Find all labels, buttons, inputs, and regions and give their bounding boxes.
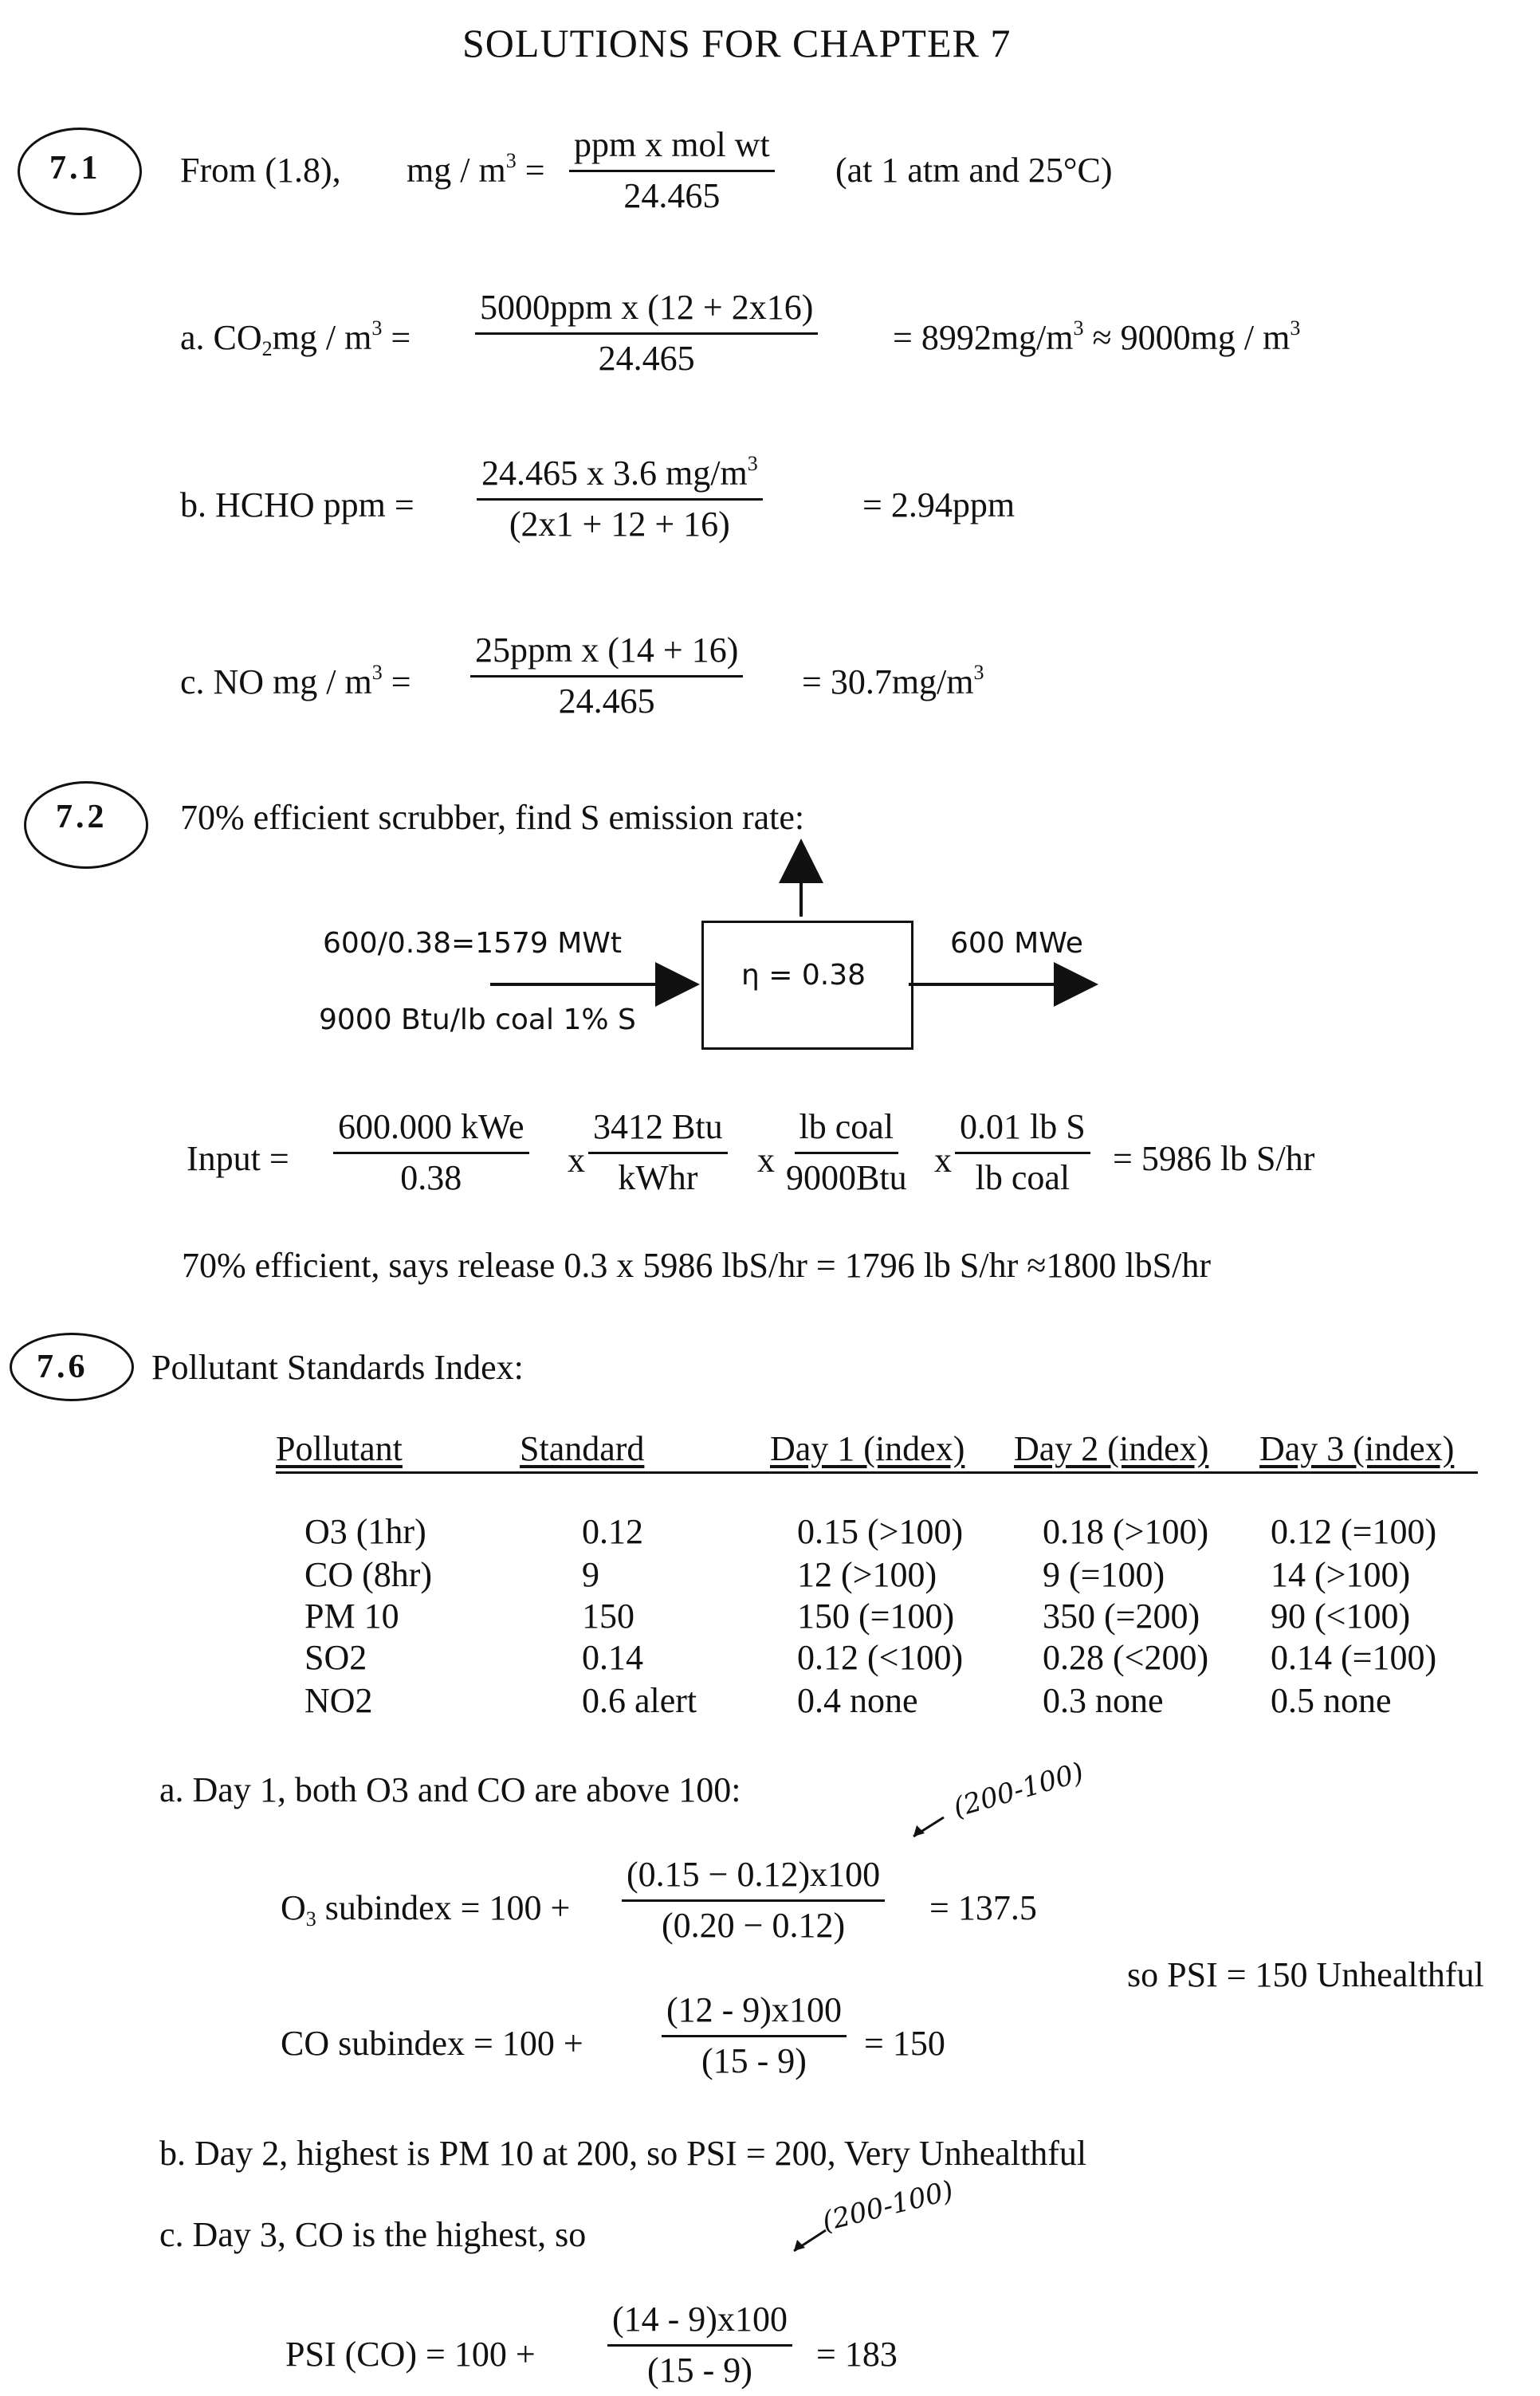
p71-c-denominator: 24.465 [558, 681, 655, 721]
cell-pollutant: CO (8hr) [304, 1555, 433, 1594]
input-factor-4 [955, 1106, 1090, 1200]
cell-day3: 90 (<100) [1271, 1597, 1411, 1636]
psi-co-result: = 183 [816, 2335, 898, 2374]
cell-standard: 150 [582, 1597, 634, 1636]
psi-co-fraction [607, 2299, 792, 2392]
psi-co-lhs: PSI (CO) = 100 + [285, 2335, 536, 2374]
problem-7-6-label: 7.6 [37, 1349, 88, 1385]
cell-day2: 0.18 (>100) [1043, 1512, 1209, 1551]
table-header-rule [276, 1471, 1478, 1474]
factor-2-denominator: kWhr [618, 1157, 698, 1197]
p72-intro: 70% efficient scrubber, find S emission rate: [180, 798, 805, 837]
p71-c-result: = $30.7mg/m^3$ [802, 661, 984, 701]
cell-day1: 0.4 none [797, 1681, 918, 1720]
factor-3-numerator: lb coal [795, 1106, 899, 1154]
cell-standard: 0.6 alert [582, 1681, 697, 1720]
release-line: 70% efficient, says release 0.3 x 5986 lbS/hr = 1796 lb S/hr ≈1800 lbS/hr [182, 1246, 1211, 1285]
o3-subindex-lhs: $O_3$ subindex = 100 + [281, 1888, 571, 1931]
input-lead: Input = [187, 1139, 289, 1178]
co-subindex-lhs: CO subindex = 100 + [281, 2024, 583, 2063]
factor-1-denominator: 0.38 [400, 1157, 462, 1197]
col-header-day3: Day 3 (index) [1259, 1429, 1455, 1468]
cell-day2: 0.3 none [1043, 1681, 1164, 1720]
col-header-day2: Day 2 (index) [1014, 1429, 1209, 1468]
cell-standard: 9 [582, 1555, 599, 1594]
cell-pollutant: PM 10 [304, 1597, 399, 1636]
o3-result: = 137.5 [929, 1888, 1037, 1927]
p71-intro: From (1.8), [180, 151, 341, 190]
times-3: x [934, 1141, 952, 1180]
cell-day1: 0.15 (>100) [797, 1512, 964, 1551]
cell-day2: 350 (=200) [1043, 1597, 1200, 1636]
co-numerator: (12 - 9)x100 [662, 1989, 847, 2037]
p71-a-numerator: 5000ppm x (12 + 2x16) [475, 287, 818, 335]
cell-standard: 0.14 [582, 1638, 643, 1677]
p71-formula-lhs: mg / $m^3$ = [407, 149, 545, 190]
input-factor-3 [781, 1106, 912, 1200]
problem-7-1-label: 7.1 [49, 150, 101, 187]
p71-b-denominator: (2x1 + 12 + 16) [509, 504, 730, 544]
col-header-day1: Day 1 (index) [770, 1429, 965, 1468]
factor-1-numerator: 600.000 kWe [333, 1106, 529, 1154]
p71-a-result: = $8992mg/m^3 \approx 9000mg / m^3$ [893, 316, 1301, 357]
col-header-standard: Standard [520, 1429, 645, 1468]
psi-co-denominator: (15 - 9) [647, 2350, 752, 2390]
p71-c-lhs: c. NO mg / $m^3$ = [180, 661, 411, 701]
p71-b-result: = 2.94ppm [862, 485, 1016, 524]
p71-a-denominator: 24.465 [598, 338, 695, 378]
output-label: 600 MWe [950, 927, 1083, 960]
input-thermal-label: 600/0.38=1579 MWt [323, 927, 622, 960]
page-title: SOLUTIONS FOR CHAPTER 7 [462, 21, 1012, 65]
factor-3-denominator: 9000Btu [786, 1157, 907, 1197]
input-factor-2 [588, 1106, 728, 1200]
p76-a-text: a. Day 1, both O3 and CO are above 100: [159, 1770, 741, 1809]
problem-7-2-label: 7.2 [56, 799, 108, 835]
p71-formula-denominator: 24.465 [623, 175, 721, 215]
p71-conditions: (at 1 atm and 25°C) [835, 151, 1113, 190]
cell-pollutant: NO2 [304, 1681, 373, 1720]
psi-conclusion: so PSI = 150 Unhealthful [1127, 1955, 1484, 1994]
handwritten-note-2: (200-100) [819, 2174, 957, 2238]
p76-c-text: c. Day 3, CO is the highest, so [159, 2215, 587, 2254]
cell-day1: 150 (=100) [797, 1597, 955, 1636]
input-factor-1 [333, 1106, 529, 1200]
co-fraction [662, 1989, 847, 2083]
cell-pollutant: SO2 [304, 1638, 367, 1677]
times-1: x [568, 1141, 585, 1180]
p76-intro: Pollutant Standards Index: [151, 1348, 524, 1387]
cell-day3: 14 (>100) [1271, 1555, 1411, 1594]
psi-co-numerator: (14 - 9)x100 [607, 2299, 792, 2347]
p71-formula-numerator: ppm x mol wt [569, 124, 775, 172]
p71-b-lhs: b. HCHO ppm = [180, 485, 414, 524]
handwritten-arrow-1 [909, 1809, 957, 1841]
p71-b-numerator: 24.465 x 3.6 $mg/m^3$ [477, 453, 763, 501]
cell-pollutant: O3 (1hr) [304, 1512, 426, 1551]
handwritten-arrow-2 [789, 2224, 837, 2256]
cell-day3: 0.5 none [1271, 1681, 1392, 1720]
o3-denominator: (0.20 − 0.12) [662, 1905, 846, 1945]
p76-b-text: b. Day 2, highest is PM 10 at 200, so PSI = 200, Very Unhealthful [159, 2134, 1087, 2173]
co-denominator: (15 - 9) [701, 2041, 807, 2080]
cell-day1: 0.12 (<100) [797, 1638, 964, 1677]
cell-day1: 12 (>100) [797, 1555, 937, 1594]
factor-4-denominator: lb coal [975, 1157, 1071, 1197]
input-coal-label: 9000 Btu/lb coal 1% S [319, 1004, 636, 1036]
p71-a-lhs: a. $CO_2mg / m^3$ = [180, 316, 411, 360]
times-2: x [757, 1141, 775, 1180]
cell-day2: 0.28 (<200) [1043, 1638, 1209, 1677]
cell-standard: 0.12 [582, 1512, 643, 1551]
efficiency-label: η = 0.38 [741, 959, 866, 992]
p71-c-numerator: 25ppm x (14 + 16) [470, 630, 743, 678]
co-result: = 150 [864, 2024, 945, 2063]
o3-numerator: (0.15 − 0.12)x100 [622, 1854, 885, 1902]
o3-fraction [622, 1854, 885, 1947]
input-result: = 5986 lb S/hr [1113, 1139, 1315, 1178]
col-header-pollutant: Pollutant [276, 1429, 403, 1468]
cell-day3: 0.12 (=100) [1271, 1512, 1437, 1551]
factor-2-numerator: 3412 Btu [588, 1106, 728, 1154]
handwritten-note-1: (200-100) [949, 1756, 1087, 1824]
cell-day2: 9 (=100) [1043, 1555, 1165, 1594]
factor-4-numerator: 0.01 lb S [955, 1106, 1090, 1154]
cell-day3: 0.14 (=100) [1271, 1638, 1437, 1677]
